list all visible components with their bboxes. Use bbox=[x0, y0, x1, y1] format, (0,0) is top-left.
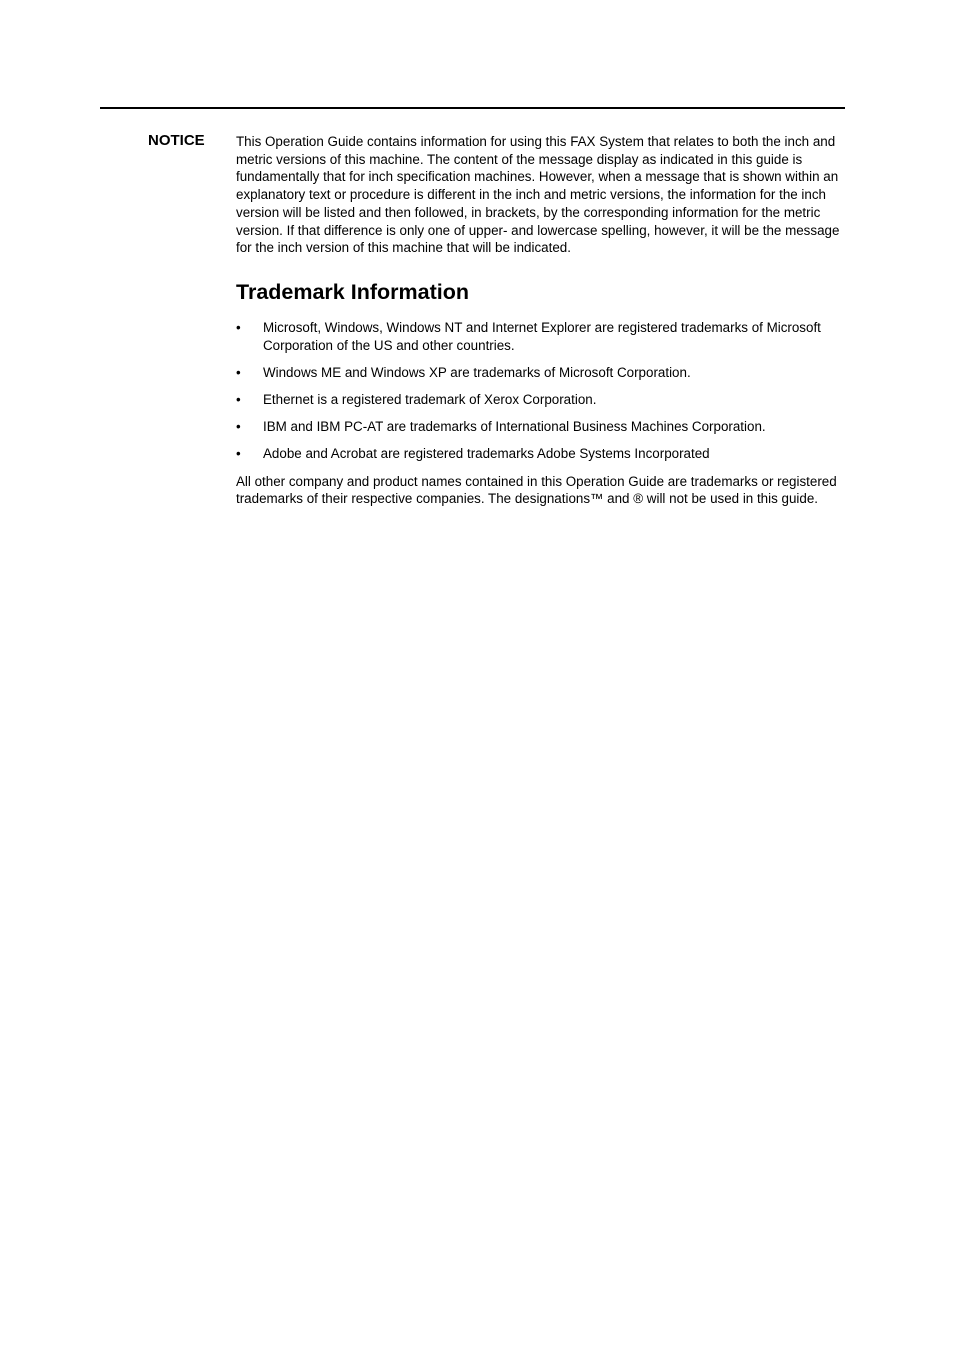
trademark-list bbox=[236, 319, 846, 463]
main-content bbox=[236, 133, 846, 508]
bullet-icon: • bbox=[236, 419, 241, 435]
trademark-item-text: Microsoft, Windows, Windows NT and Internet Explorer are registered trademarks of Microsoft Corporation of the US and other countries. bbox=[263, 319, 821, 353]
bullet-icon: • bbox=[236, 392, 241, 408]
notice-label: NOTICE bbox=[148, 132, 205, 149]
trademark-item-text: Adobe and Acrobat are registered trademarks Adobe Systems Incorporated bbox=[263, 446, 710, 462]
trademark-item bbox=[236, 445, 846, 463]
bullet-icon: • bbox=[236, 446, 241, 462]
bullet-icon: • bbox=[236, 319, 241, 335]
header-rule bbox=[100, 107, 845, 109]
notice-text: This Operation Guide contains information for using this FAX System that relates to both the inch and metric versions of this machine. The content of the message display as indicated in this guide is fundamentally that for inch specification machines. However, when a message that is shown within an explanatory text or procedure is different in the inch and metric versions, the information for the inch version will be listed and then followed, in brackets, by the corresponding information for the metric version. If that difference is only one of upper- and lowercase spelling, however, it will be the message for the inch version of this machine that will be indicated. bbox=[236, 134, 840, 256]
trademark-item bbox=[236, 319, 846, 354]
trademark-item-text: Ethernet is a registered trademark of Xerox Corporation. bbox=[263, 392, 597, 408]
trademark-item-text: Windows ME and Windows XP are trademarks of Microsoft Corporation. bbox=[263, 364, 691, 380]
trademark-heading: Trademark Information bbox=[236, 279, 469, 304]
trademark-item bbox=[236, 418, 846, 436]
bullet-icon: • bbox=[236, 364, 241, 380]
trademark-item bbox=[236, 391, 846, 409]
trademark-closing-text: All other company and product names contained in this Operation Guide are trademarks or registered trademarks of their respective companies. The designations™ and ® will not be used in this guide. bbox=[236, 473, 837, 507]
trademark-item bbox=[236, 364, 846, 382]
trademark-item-text: IBM and IBM PC-AT are trademarks of International Business Machines Corporation. bbox=[263, 419, 766, 435]
